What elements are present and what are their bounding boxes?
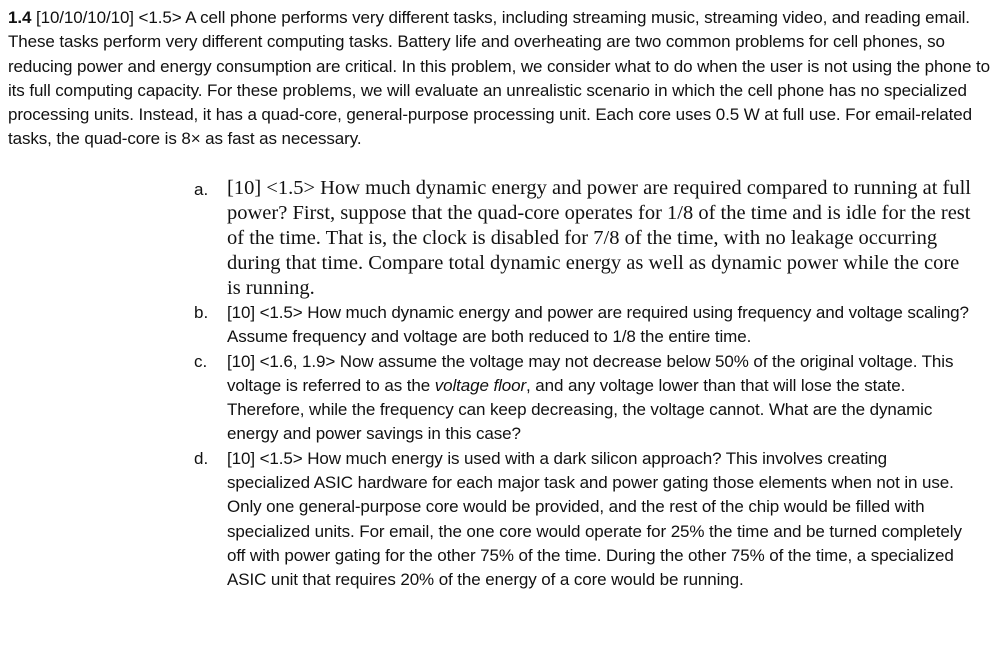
subquestion-c-text-before: [10] <1.6, 1.9> Now assume the voltage may not decrease below 50% of the original voltage. This voltage is referred to as the	[227, 351, 954, 395]
subquestion-a-letter: a.	[194, 180, 209, 199]
subquestion-c-letter: c.	[194, 351, 208, 371]
exercise-page	[8, 6, 998, 152]
subquestion-a	[194, 176, 974, 301]
problem-intro-text: [10/10/10/10] <1.5> A cell phone performs very different tasks, including streaming music, streaming video, and reading email. These tasks perform very different computing tasks. Battery life and overheating are two common problems for cell phones, so reducing power and energy consumption are critical. In this problem, we consider what to do when the user is not using the phone to its full computing capacity. For these problems, we will evaluate an unrealistic scenario in which the cell phone has no specialized processing units. Instead, it has a quad-core, general-purpose processing unit. Each core uses 0.5 W at full use. For email-related tasks, the quad-core is 8× as fast as necessary.	[8, 8, 990, 149]
subquestion-b-letter: b.	[194, 303, 209, 322]
subquestion-a-text: [10] <1.5> How much dynamic energy and power are required compared to running at full power? First, suppose that the quad-core operates for 1/8 of the time and is idle for the rest of the time. That is, the clock is disabled for 7/8 of the time, with no leakage occurring during that time. Compare total dynamic energy as well as dynamic power while the core is running.	[227, 177, 971, 299]
subquestion-c	[194, 350, 974, 447]
subquestion-b	[194, 301, 974, 350]
problem-intro	[8, 6, 998, 152]
subquestion-d-text: [10] <1.5> How much energy is used with a dark silicon approach? This involves creating specialized ASIC hardware for each major task and power gating those elements when not in use. Only one general-purpose core would be provided, and the rest of the chip would be filled with specialized units. For email, the one core would operate for 25% the time and be turned completely off with power gating for the other 75% of the time. During the other 75% of the time, a specialized ASIC unit that requires 20% of the energy of a core would be running.	[227, 448, 962, 590]
subquestion-b-text: [10] <1.5> How much dynamic energy and power are required using frequency and voltage scaling? Assume frequency and voltage are both reduced to 1/8 the entire time.	[227, 303, 969, 347]
subquestion-d	[194, 447, 974, 593]
subquestion-c-text	[227, 350, 974, 447]
subquestion-d-letter: d.	[194, 448, 209, 468]
subquestion-c-text-after: , and any voltage lower than that will lose the state. Therefore, while the frequency can keep decreasing, the voltage cannot. What are the dynamic energy and power savings in this case?	[227, 375, 933, 444]
problem-number: 1.4	[8, 8, 32, 27]
voltage-floor-term: voltage floor	[434, 375, 527, 395]
subquestion-list	[194, 176, 974, 593]
